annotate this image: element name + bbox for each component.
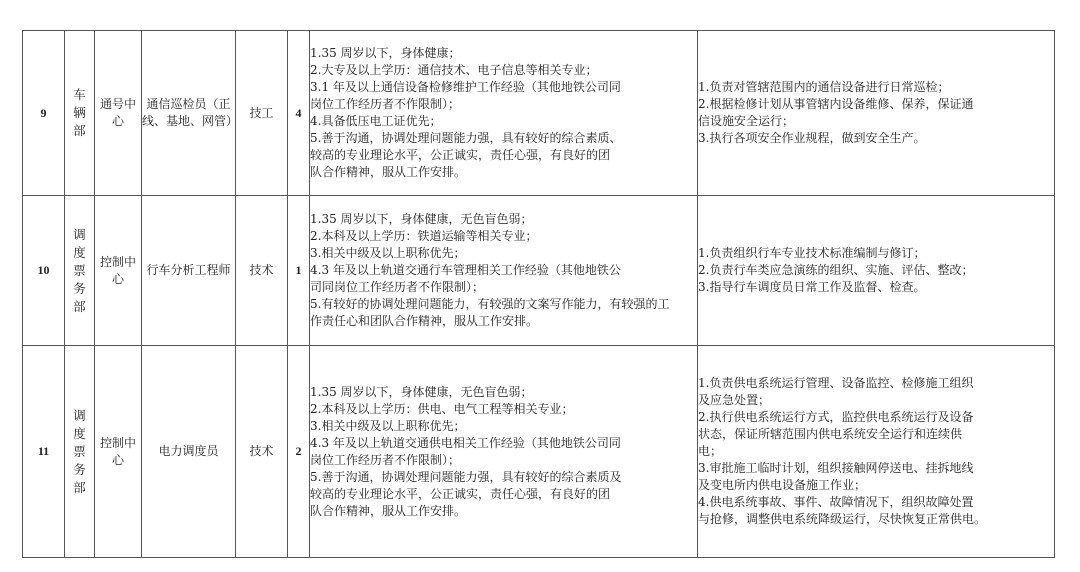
duty-line: 及应急处置； [698, 393, 771, 407]
duty-line: 1.负责对管辖范围内的通信设备进行日常巡检； [698, 80, 950, 94]
requirement-line: 岗位工作经历者不作限制）； [310, 97, 461, 111]
requirement-line: 2.本科及以上学历：供电、电气工程等相关专业； [310, 401, 574, 416]
requirements-cell [310, 346, 698, 558]
requirement-line: 4.具备低压电工证优先； [310, 114, 442, 128]
duties-cell [698, 196, 1055, 346]
requirement-line: 4.3 年及以上轨道交通行车管理相关工作经验（其他地铁公 [310, 263, 621, 277]
headcount-cell: 4 [288, 31, 310, 196]
job-type-cell: 技术 [236, 346, 288, 558]
requirement-line: 2.大专及以上学历：通信技术、电子信息等相关专业； [310, 63, 598, 77]
duty-line: 1.负责组织行车专业技术标准编制与修订； [698, 246, 926, 260]
duty-line: 状态，保证所辖范围内供电系统安全运行和连续供 [698, 427, 963, 441]
duty-line: 信设施安全运行； [698, 114, 795, 128]
requirement-line: 1.35 周岁以下，身体健康； [310, 46, 461, 60]
duties-cell [698, 346, 1055, 558]
department-cell [65, 31, 95, 196]
duty-line: 与抢修，调整供电系统降级运行，尽快恢复正常供电。 [698, 512, 987, 526]
requirement-line: 4.3 年及以上轨道交通供电相关工作经验（其他地铁公司同 [310, 435, 621, 450]
requirement-line: 队合作精神，服从工作安排。 [310, 165, 467, 179]
requirement-line: 1.35 周岁以下，身体健康，无色盲色弱； [310, 212, 533, 226]
department-cell [65, 196, 95, 346]
department-cell [65, 346, 95, 558]
requirement-line: 2.本科及以上学历：铁道运输等相关专业； [310, 229, 538, 243]
requirement-line: 较高的专业理论水平，公正诚实，责任心强，有良好的团 [310, 148, 611, 162]
headcount-cell: 2 [288, 346, 310, 558]
requirement-line: 5.有较好的协调处理问题能力，有较强的文案写作能力，有较强的工 [310, 297, 670, 311]
table-row [23, 346, 1055, 558]
requirement-line: 较高的专业理论水平，公正诚实，责任心强，有良好的团 [310, 486, 611, 501]
center-cell: 通号中心 [95, 31, 142, 196]
row-number: 10 [23, 196, 65, 346]
requirement-line: 作责任心和团队合作精神，服从工作安排。 [310, 314, 539, 328]
duty-line: 2.执行供电系统运行方式，监控供电系统运行及设备 [698, 410, 974, 424]
table-row [23, 31, 1055, 196]
requirement-line: 3.相关中级及以上职称优先； [310, 246, 466, 260]
position-cell: 电力调度员 [142, 346, 236, 558]
headcount-cell: 1 [288, 196, 310, 346]
row-number: 9 [23, 31, 65, 196]
requirement-line: 队合作精神，服从工作安排。 [310, 503, 467, 518]
duty-line: 3.指导行车调度员日常工作及监督、检查。 [698, 280, 926, 294]
position-cell: 行车分析工程师 [142, 196, 236, 346]
duty-line: 3.执行各项安全作业规程，做到安全生产。 [698, 131, 926, 145]
duty-line: 2.根据检修计划从事管辖内设备维修、保养，保证通 [698, 97, 974, 111]
duty-line: 4.供电系统事故、事件、故障情况下，组织故障处置 [698, 495, 974, 509]
requirement-line: 3.相关中级及以上职称优先； [310, 418, 466, 433]
table-row [23, 196, 1055, 346]
requirement-line: 1.35 周岁以下，身体健康，无色盲色弱； [310, 384, 533, 399]
department: 调度票务部 [73, 407, 86, 495]
center-cell: 控制中心 [95, 346, 142, 558]
position-cell: 通信巡检员（正线、基地、网管） [142, 31, 236, 196]
requirements-cell [310, 196, 698, 346]
row-number: 11 [23, 346, 65, 558]
department: 调度票务部 [73, 226, 86, 314]
job-type-cell: 技术 [236, 196, 288, 346]
requirement-line: 5.善于沟通，协调处理问题能力强，具有较好的综合素质、 [310, 131, 622, 145]
requirement-line: 岗位工作经历者不作限制）； [310, 452, 461, 467]
requirement-line: 5.善于沟通，协调处理问题能力强，具有较好的综合素质及 [310, 469, 622, 484]
requirements-cell [310, 31, 698, 196]
department: 车辆部 [73, 87, 86, 138]
duty-line: 3.审批施工临时计划，组织接触网停送电、挂拆地线 [698, 461, 974, 475]
job-type-cell: 技工 [236, 31, 288, 196]
center-cell: 控制中心 [95, 196, 142, 346]
duty-line: 及变电所内供电设备施工作业； [698, 478, 867, 492]
duty-line: 电； [698, 444, 723, 458]
duty-line: 1.负责供电系统运行管理、设备监控、检修施工组织 [698, 376, 974, 390]
job-table [22, 30, 1055, 558]
requirement-line: 司同岗位工作经历者不作限制）； [310, 280, 485, 294]
duties-cell [698, 31, 1055, 196]
requirement-line: 3.1 年及以上通信设备检修维护工作经验（其他地铁公司同 [310, 80, 621, 94]
duty-line: 2.负责行车类应急演练的组织、实施、评估、整改； [698, 263, 974, 277]
